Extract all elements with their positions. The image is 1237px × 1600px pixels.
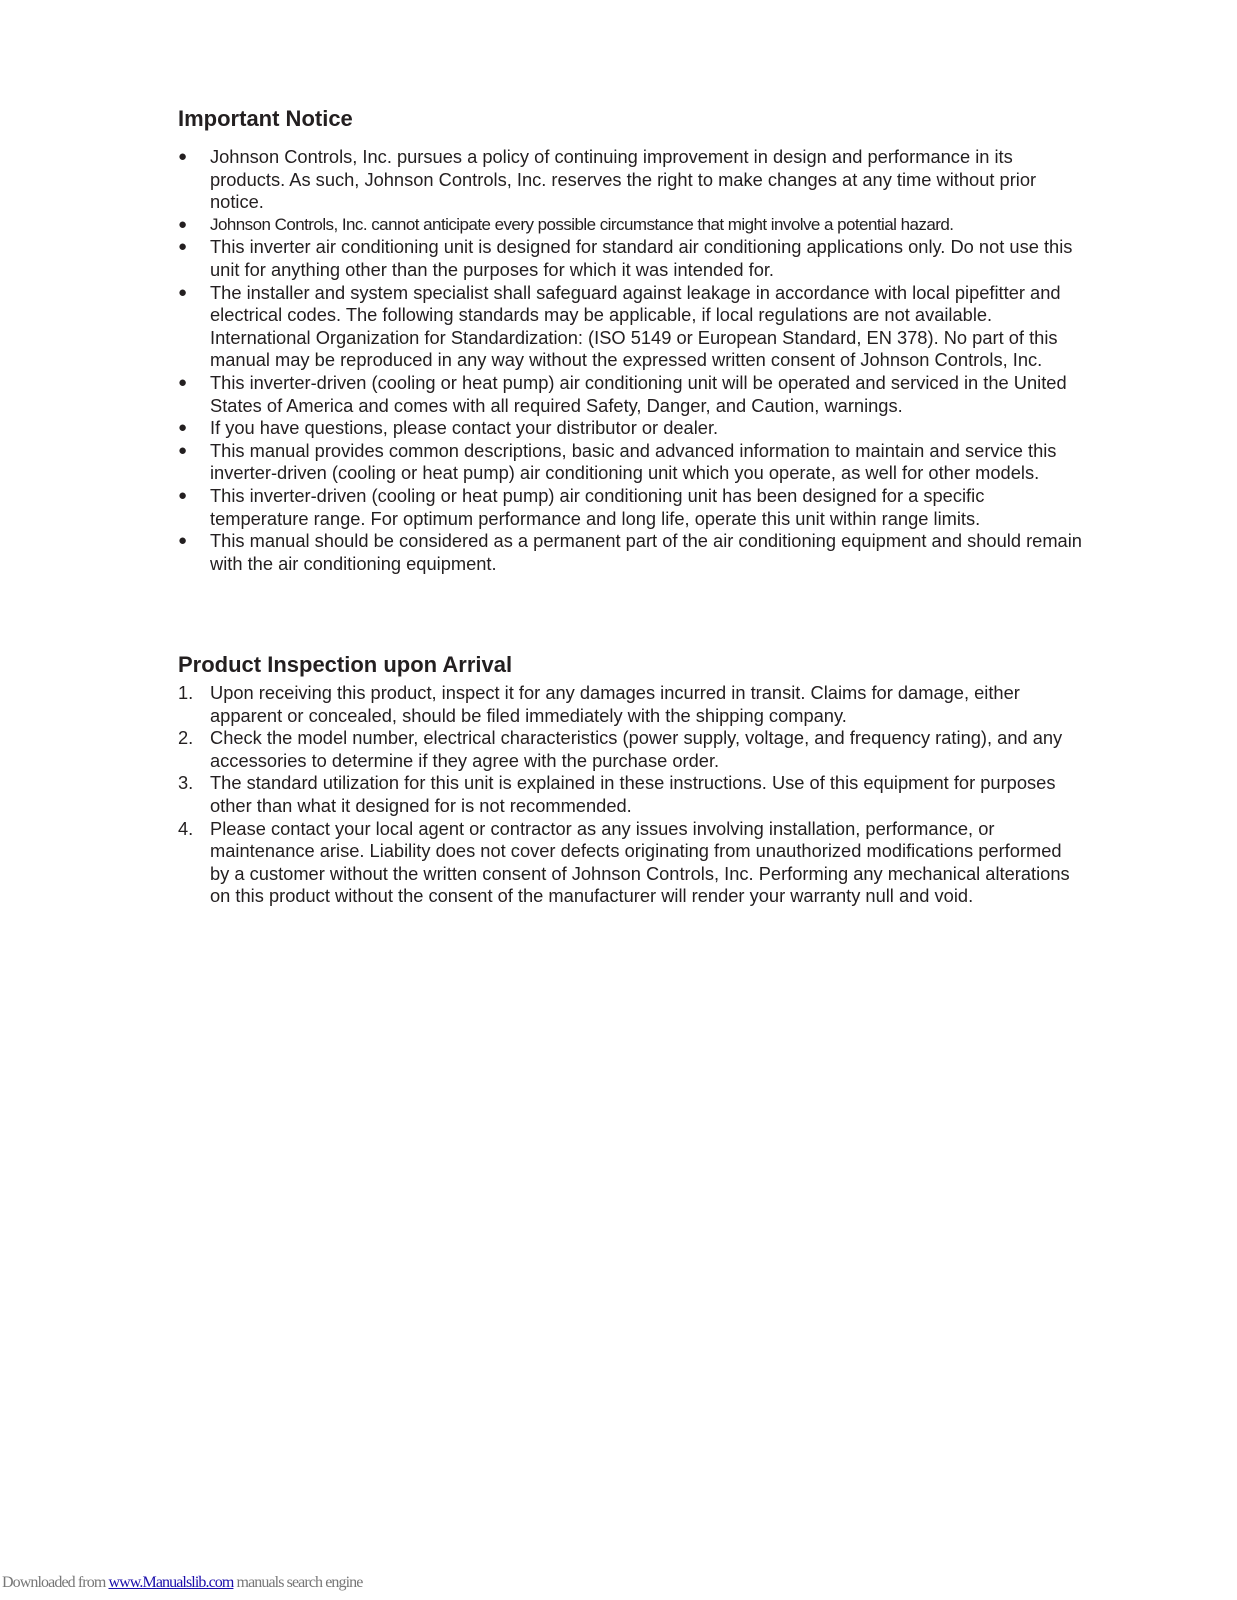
download-footer	[2, 1574, 362, 1592]
notice-item-5	[178, 372, 1083, 417]
notice-item-text: This manual should be considered as a permanent part of the air conditioning equipment and should remain with the air conditioning equipment.	[210, 530, 1082, 574]
bullet-icon: ●	[178, 441, 188, 459]
important-notice-heading: Important Notice	[178, 106, 353, 131]
inspection-item-text: Check the model number, electrical characteristics (power supply, voltage, and frequency rating), and any accessories to determine if they agree with the purchase order.	[210, 727, 1063, 771]
inspection-item-4	[178, 818, 1083, 908]
bullet-icon: ●	[178, 283, 188, 301]
notice-item-1	[178, 146, 1083, 214]
bullet-icon: ●	[178, 238, 188, 256]
notice-item-3	[178, 236, 1083, 281]
notice-item-text: This inverter-driven (cooling or heat pump) air conditioning unit will be operated and serviced in the United States of America and comes with all required Safety, Danger, and Caution, warnings.	[210, 371, 1067, 416]
notice-item-text: Johnson Controls, Inc. cannot anticipate every possible circumstance that might involve a potential hazard.	[210, 214, 954, 234]
manualslib-link[interactable]: www.Manualslib.com	[108, 1574, 234, 1591]
list-number: 1.	[178, 682, 194, 703]
notice-item-8	[178, 485, 1083, 530]
notice-item-4	[178, 282, 1083, 372]
footer-suffix: manuals search engine	[233, 1574, 363, 1591]
bullet-icon: ●	[178, 373, 188, 391]
inspection-item-3	[178, 772, 1083, 817]
inspection-item-2	[178, 727, 1083, 772]
notice-item-2	[178, 214, 1083, 237]
notice-item-9	[178, 530, 1083, 575]
notice-item-7	[178, 440, 1083, 485]
notice-item-6	[178, 417, 1083, 440]
inspection-item-text: The standard utilization for this unit is explained in these instructions. Use of this equipment for purposes other than what it designed for is not recommended.	[210, 772, 1056, 816]
product-inspection-list	[178, 682, 1083, 908]
list-number: 2.	[178, 727, 194, 749]
footer-prefix: Downloaded from	[2, 1574, 109, 1591]
bullet-icon: ●	[178, 148, 188, 165]
product-inspection-heading: Product Inspection upon Arrival	[178, 652, 513, 677]
bullet-icon: ●	[178, 532, 188, 550]
notice-item-text: This inverter air conditioning unit is designed for standard air conditioning applications only. Do not use this unit for anything other than the purposes for which it was intended for.	[210, 236, 1073, 280]
bullet-icon: ●	[178, 215, 187, 233]
list-number: 4.	[178, 817, 194, 839]
notice-item-text: This manual provides common descriptions, basic and advanced information to maintain and service this inverter-driven (cooling or heat pump) air conditioning unit which you operate, as well for other models.	[210, 439, 1057, 484]
bullet-icon: ●	[178, 419, 188, 437]
list-number: 3.	[178, 772, 194, 794]
important-notice-list	[178, 146, 1083, 575]
notice-item-text: If you have questions, please contact your distributor or dealer.	[210, 417, 719, 439]
inspection-item-text: Please contact your local agent or contractor as any issues involving installation, performance, or maintenance arise. Liability does not cover defects originating from unauthorized modifications performed by a customer without the written consent of Johnson Controls, Inc. Performing any mechanical alterations on this product without the consent of the manufacturer will render your warranty null and void.	[210, 817, 1070, 907]
notice-item-text: This inverter-driven (cooling or heat pump) air conditioning unit has been designed for a specific temperature range. For optimum performance and long life, operate this unit within range limits.	[210, 484, 985, 529]
notice-item-text: The installer and system specialist shall safeguard against leakage in accordance with local pipefitter and electrical codes. The following standards may be applicable, if local regulations are not available. International Organization for Standardization: (ISO 5149 or European Standard, EN 378). No part of this manual may be reproduced in any way without the expressed written consent of Johnson Controls, Inc.	[210, 281, 1061, 371]
bullet-icon: ●	[178, 486, 188, 504]
inspection-item-text: Upon receiving this product, inspect it for any damages incurred in transit. Claims for damage, either apparent or concealed, should be filed immediately with the shipping company.	[210, 682, 1020, 726]
inspection-item-1	[178, 682, 1083, 727]
notice-item-text: Johnson Controls, Inc. pursues a policy of continuing improvement in design and performance in its products. As such, Johnson Controls, Inc. reserves the right to make changes at any time without prior notice.	[210, 146, 1037, 213]
